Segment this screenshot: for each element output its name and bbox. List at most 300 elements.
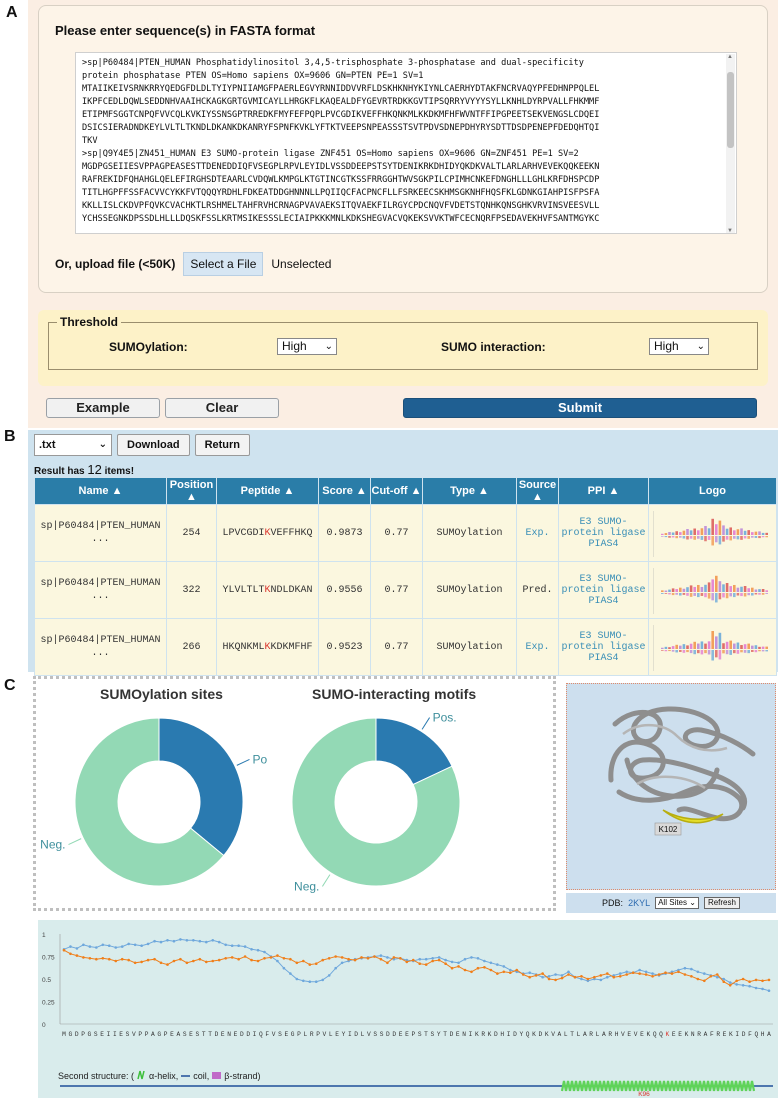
series-point-orange[interactable]	[108, 958, 111, 961]
series-point-orange[interactable]	[703, 980, 706, 983]
series-point-orange[interactable]	[709, 975, 712, 978]
ppi-link[interactable]: E3 SUMO-protein ligase PIAS4	[559, 619, 649, 676]
series-point-blue[interactable]	[321, 979, 324, 982]
series-point-orange[interactable]	[619, 975, 622, 978]
logo-glyph	[679, 650, 682, 652]
series-point-orange[interactable]	[308, 963, 311, 966]
cutoff-cell: 0.77	[371, 619, 423, 676]
series-point-blue[interactable]	[89, 945, 92, 948]
ppi-link[interactable]: E3 SUMO-protein ligase PIAS4	[559, 562, 649, 619]
series-point-orange[interactable]	[612, 976, 615, 979]
series-point-orange[interactable]	[205, 961, 208, 964]
series-point-orange[interactable]	[600, 974, 603, 977]
series-point-blue[interactable]	[496, 963, 499, 966]
series-point-orange[interactable]	[186, 962, 189, 965]
series-point-orange[interactable]	[89, 957, 92, 960]
col-cutoff-header[interactable]: Cut-off ▲	[371, 478, 423, 505]
upload-row	[55, 252, 331, 276]
pdb-controls	[566, 893, 776, 913]
series-point-orange[interactable]	[645, 973, 648, 976]
series-point-orange[interactable]	[490, 969, 493, 972]
series-point-blue[interactable]	[638, 969, 641, 972]
col-peptide-header[interactable]: Peptide ▲	[217, 478, 319, 505]
series-point-orange[interactable]	[341, 956, 344, 959]
series-point-blue[interactable]	[283, 967, 286, 970]
series-point-orange[interactable]	[218, 959, 221, 962]
logo-glyph	[707, 641, 710, 649]
series-point-orange[interactable]	[334, 955, 337, 958]
series-point-orange[interactable]	[755, 979, 758, 982]
series-point-orange[interactable]	[367, 957, 370, 960]
col-position-header[interactable]: Position ▲	[167, 478, 217, 505]
series-point-blue[interactable]	[606, 976, 609, 979]
series-point-blue[interactable]	[457, 962, 460, 965]
series-point-blue[interactable]	[328, 974, 331, 977]
series-point-orange[interactable]	[360, 956, 363, 959]
series-point-blue[interactable]	[166, 939, 169, 942]
series-point-orange[interactable]	[380, 958, 383, 961]
series-point-blue[interactable]	[308, 980, 311, 983]
sites-select[interactable]	[655, 897, 699, 909]
series-point-orange[interactable]	[76, 954, 79, 957]
series-point-orange[interactable]	[658, 973, 661, 976]
residue-label: P	[81, 1031, 85, 1038]
logo-glyph	[661, 593, 664, 594]
sequence-logo-image[interactable]	[653, 564, 773, 616]
series-point-orange[interactable]	[418, 962, 421, 965]
sequence-line[interactable]: protein phosphatase PTEN OS=Homo sapiens OX=9606 GN=PTEN PE=1 SV=1	[82, 71, 424, 81]
series-point-blue[interactable]	[567, 971, 570, 974]
series-point-blue[interactable]	[296, 978, 299, 981]
series-point-orange[interactable]	[522, 973, 525, 976]
series-point-orange[interactable]	[399, 957, 402, 960]
sequence-line[interactable]: DSICSIERADNDKEYLVLTLTKNDLDKANKDKANRYFSPNFKVKLYFTKTVEEPSNPEASSSTSVTPDVSDNEPDHYRYSDTTDSDPENEPFDEDQHTQI	[82, 123, 600, 133]
series-point-blue[interactable]	[735, 983, 738, 986]
series-point-blue[interactable]	[729, 981, 732, 984]
series-point-blue[interactable]	[748, 985, 751, 988]
series-point-orange[interactable]	[412, 959, 415, 962]
series-point-orange[interactable]	[328, 957, 331, 960]
series-point-blue[interactable]	[114, 946, 117, 949]
source-link[interactable]: Exp.	[517, 619, 559, 676]
series-point-blue[interactable]	[302, 980, 305, 983]
series-point-blue[interactable]	[244, 945, 247, 948]
logo-glyph	[725, 593, 728, 598]
series-point-orange[interactable]	[651, 975, 654, 978]
table-row	[35, 505, 777, 562]
series-point-orange[interactable]	[147, 959, 150, 962]
series-point-blue[interactable]	[425, 958, 428, 961]
logo-glyph	[707, 650, 710, 654]
series-point-blue[interactable]	[755, 987, 758, 990]
pdb-id-link[interactable]: 2KYL	[628, 898, 651, 908]
sequence-line[interactable]: YCHSSEGNKDPSSDLHLLLDQSKFSSLKRTMSIKESSSLECIAIPKKKMNLKDKSHEGVACVQKEKSVVKTWFCECNQRFPSEDAVEKHVFSANTMGYKC	[82, 214, 600, 224]
col-name-header[interactable]: Name ▲	[35, 478, 167, 505]
series-point-orange[interactable]	[173, 960, 176, 963]
series-point-blue[interactable]	[444, 959, 447, 962]
series-point-orange[interactable]	[697, 978, 700, 981]
series-point-orange[interactable]	[503, 971, 506, 974]
residue-label: I	[468, 1031, 473, 1038]
series-point-blue[interactable]	[477, 957, 480, 960]
series-point-blue[interactable]	[703, 972, 706, 975]
series-point-orange[interactable]	[515, 969, 518, 972]
logo-glyph	[682, 536, 685, 539]
series-point-blue[interactable]	[684, 967, 687, 970]
series-point-orange[interactable]	[768, 979, 771, 982]
sequence-text[interactable]	[76, 53, 736, 226]
series-point-blue[interactable]	[490, 962, 493, 965]
series-point-orange[interactable]	[296, 962, 299, 965]
series-point-blue[interactable]	[716, 976, 719, 979]
series-point-orange[interactable]	[95, 958, 98, 961]
sequence-logo-image[interactable]	[653, 621, 773, 673]
name-ellipsis[interactable]: ...	[91, 648, 110, 659]
position-cell: 266	[167, 619, 217, 676]
series-point-blue[interactable]	[651, 972, 654, 975]
interaction-threshold-select[interactable]	[649, 338, 709, 355]
series-point-blue[interactable]	[541, 976, 544, 979]
series-point-blue[interactable]	[528, 971, 531, 974]
series-point-blue[interactable]	[470, 956, 473, 959]
sequence-line[interactable]: TKV	[82, 136, 98, 146]
series-point-blue[interactable]	[768, 989, 771, 992]
series-point-orange[interactable]	[405, 961, 408, 964]
series-point-orange[interactable]	[354, 959, 357, 962]
series-point-blue[interactable]	[464, 958, 467, 961]
series-point-blue[interactable]	[722, 978, 725, 981]
series-point-blue[interactable]	[192, 939, 195, 942]
series-point-blue[interactable]	[147, 943, 150, 946]
series-point-blue[interactable]	[82, 944, 85, 947]
series-point-blue[interactable]	[211, 939, 214, 942]
series-point-orange[interactable]	[554, 979, 557, 982]
series-point-orange[interactable]	[237, 958, 240, 961]
results-panel	[28, 430, 778, 672]
col-type-header[interactable]: Type ▲	[423, 478, 517, 505]
structure-viewer[interactable]	[566, 683, 776, 890]
peptide-cell	[217, 619, 319, 676]
logo-glyph	[661, 534, 664, 535]
series-point-blue[interactable]	[334, 967, 337, 970]
series-point-blue[interactable]	[315, 980, 318, 983]
name-ellipsis[interactable]: ...	[91, 534, 110, 545]
series-point-orange[interactable]	[457, 965, 460, 968]
series-point-blue[interactable]	[276, 960, 279, 963]
series-point-orange[interactable]	[250, 959, 253, 962]
residue-label: Q	[754, 1031, 759, 1038]
series-point-blue[interactable]	[121, 945, 124, 948]
series-point-blue[interactable]	[619, 972, 622, 975]
residue-label: K	[532, 1031, 536, 1038]
scroll-down-icon[interactable]: ▼	[727, 228, 733, 234]
series-point-blue[interactable]	[186, 939, 189, 942]
series-point-blue[interactable]	[218, 941, 221, 944]
series-point-orange[interactable]	[561, 977, 564, 980]
residue-label: S	[430, 1031, 435, 1038]
series-point-orange[interactable]	[82, 956, 85, 959]
series-point-orange[interactable]	[477, 967, 480, 970]
series-point-blue[interactable]	[102, 944, 105, 947]
logo-glyph	[761, 593, 764, 595]
series-point-blue[interactable]	[76, 947, 79, 950]
series-point-blue[interactable]	[503, 965, 506, 968]
submit-button[interactable]: Submit	[403, 398, 757, 418]
series-point-orange[interactable]	[496, 972, 499, 975]
series-point-orange[interactable]	[729, 984, 732, 987]
name-ellipsis[interactable]: ...	[91, 591, 110, 602]
series-point-orange[interactable]	[761, 980, 764, 983]
series-point-blue[interactable]	[561, 974, 564, 977]
sumoylation-threshold-select[interactable]	[277, 338, 337, 355]
series-point-orange[interactable]	[425, 963, 428, 966]
example-button[interactable]: Example	[46, 398, 160, 418]
return-button[interactable]: Return	[195, 434, 250, 456]
series-point-orange[interactable]	[393, 956, 396, 959]
series-point-orange[interactable]	[315, 962, 318, 965]
residue-label: E	[398, 1031, 403, 1038]
series-point-blue[interactable]	[231, 944, 234, 947]
series-point-orange[interactable]	[263, 957, 266, 960]
series-point-orange[interactable]	[509, 971, 512, 974]
series-point-blue[interactable]	[380, 954, 383, 957]
sequence-logo-image[interactable]	[653, 507, 773, 559]
logo-glyph	[743, 536, 746, 538]
series-point-orange[interactable]	[63, 949, 66, 952]
logo-glyph	[733, 650, 736, 653]
series-point-blue[interactable]	[431, 957, 434, 960]
series-point-blue[interactable]	[224, 944, 227, 947]
series-point-orange[interactable]	[431, 960, 434, 963]
series-point-orange[interactable]	[574, 976, 577, 979]
scrollbar-thumb[interactable]	[727, 72, 734, 148]
series-point-orange[interactable]	[528, 976, 531, 979]
download-button[interactable]: Download	[117, 434, 190, 456]
series-point-orange[interactable]	[321, 959, 324, 962]
series-point-orange[interactable]	[160, 962, 163, 965]
sequence-line[interactable]: KKLLISLCKDVPFQVKCVACHKTLRSHMELTAHFRVHCRNAGPVAVAEKSITQVAEKFILRGYCPDCNQVFVDETSTQNHKQNSGHKVRVINSVEESVLL	[82, 201, 600, 211]
series-point-orange[interactable]	[587, 978, 590, 981]
residue-label: E	[455, 1031, 460, 1038]
residue-label: R	[309, 1031, 314, 1038]
series-point-orange[interactable]	[742, 978, 745, 981]
series-point-blue[interactable]	[69, 945, 72, 948]
chevron-down-icon: ⌄	[696, 341, 705, 352]
series-point-orange[interactable]	[283, 957, 286, 960]
series-point-orange[interactable]	[386, 962, 389, 965]
series-point-orange[interactable]	[153, 958, 156, 961]
series-point-orange[interactable]	[664, 971, 667, 974]
col-ppi-header[interactable]: PPI ▲	[559, 478, 649, 505]
cutoff-cell: 0.77	[371, 505, 423, 562]
series-point-orange[interactable]	[438, 959, 441, 962]
residue-label: K	[474, 1031, 479, 1038]
sequence-line[interactable]: RAFREKIDFQHAHGLQELEFIRGHSDTEAARLCVDQWLKMPGLKTGTINCGTKSSFRRGGHTWVSGKPILCPIMHCNKEFDNGHLLLGHLKRFDHSPCDP	[82, 175, 600, 185]
series-point-orange[interactable]	[735, 980, 738, 983]
series-point-orange[interactable]	[470, 971, 473, 974]
series-point-blue[interactable]	[95, 946, 98, 949]
series-point-orange[interactable]	[134, 962, 137, 965]
logo-glyph	[758, 647, 761, 649]
col-score-header[interactable]: Score ▲	[319, 478, 371, 505]
logo-glyph	[675, 645, 678, 649]
series-point-orange[interactable]	[289, 958, 292, 961]
logo-glyph	[722, 643, 725, 649]
series-point-orange[interactable]	[580, 975, 583, 978]
series-point-blue[interactable]	[341, 962, 344, 965]
select-file-button[interactable]: Select a File	[183, 252, 263, 276]
series-point-orange[interactable]	[722, 980, 725, 983]
series-point-orange[interactable]	[121, 958, 124, 961]
series-point-blue[interactable]	[173, 940, 176, 943]
series-point-orange[interactable]	[102, 957, 105, 960]
format-select[interactable]	[34, 434, 112, 456]
residue-label: H	[760, 1031, 765, 1038]
series-point-orange[interactable]	[451, 967, 454, 970]
series-point-orange[interactable]	[140, 961, 143, 964]
series-point-blue[interactable]	[140, 944, 143, 947]
series-point-orange[interactable]	[69, 953, 72, 956]
logo-glyph	[661, 536, 664, 537]
series-point-blue[interactable]	[418, 958, 421, 961]
logo-glyph	[740, 587, 743, 592]
series-point-orange[interactable]	[677, 971, 680, 974]
series-point-orange[interactable]	[114, 960, 117, 963]
series-point-blue[interactable]	[625, 971, 628, 974]
series-point-orange[interactable]	[464, 969, 467, 972]
peptide-suffix: VEFFHKQ	[270, 527, 313, 539]
series-point-orange[interactable]	[347, 958, 350, 961]
series-point-blue[interactable]	[386, 956, 389, 959]
sequence-scrollbar[interactable]	[726, 54, 735, 234]
series-point-orange[interactable]	[690, 975, 693, 978]
residue-label: Q	[659, 1031, 663, 1038]
series-point-blue[interactable]	[199, 940, 202, 943]
series-point-orange[interactable]	[638, 972, 641, 975]
series-point-orange[interactable]	[593, 976, 596, 979]
source-link[interactable]: Exp.	[517, 505, 559, 562]
result-count-suffix: items!	[104, 466, 135, 477]
logo-glyph	[700, 650, 703, 654]
series-point-orange[interactable]	[567, 973, 570, 976]
series-point-orange[interactable]	[276, 954, 279, 957]
series-point-orange[interactable]	[192, 960, 195, 963]
series-point-blue[interactable]	[645, 971, 648, 974]
series-point-orange[interactable]	[373, 955, 376, 958]
logo-glyph	[729, 586, 732, 592]
series-point-orange[interactable]	[671, 972, 674, 975]
series-point-blue[interactable]	[237, 944, 240, 947]
series-point-orange[interactable]	[541, 972, 544, 975]
series-point-blue[interactable]	[761, 988, 764, 991]
series-point-orange[interactable]	[302, 960, 305, 963]
logo-glyph	[733, 536, 736, 539]
refresh-button[interactable]: Refresh	[704, 897, 740, 909]
logo-glyph	[682, 589, 685, 592]
logo-glyph	[686, 536, 689, 540]
series-point-orange[interactable]	[625, 973, 628, 976]
series-point-blue[interactable]	[205, 941, 208, 944]
series-point-blue[interactable]	[509, 969, 512, 972]
pie-slice[interactable]	[159, 718, 243, 856]
series-point-blue[interactable]	[134, 944, 137, 947]
series-point-orange[interactable]	[199, 958, 202, 961]
sequence-line[interactable]: >sp|Q9Y4E5|ZN451_HUMAN E3 SUMO-protein ligase ZNF451 OS=Homo sapiens OX=9606 GN=ZNF451 PE=1 SV=2	[82, 149, 579, 159]
series-point-orange[interactable]	[606, 972, 609, 975]
series-point-orange[interactable]	[632, 971, 635, 974]
sequence-line[interactable]: ETIPMFSGGTCNPQFVVCQLKVKIYSSNSGPTRREDKFMYFEFPQPLPVCGDIKVEFFHKQNKMLKKDKMFHFWVNTFFIPGPEETSEKVENGSLCDQEI	[82, 110, 600, 120]
series-point-blue[interactable]	[160, 941, 163, 944]
series-point-orange[interactable]	[684, 973, 687, 976]
series-point-orange[interactable]	[535, 974, 538, 977]
series-point-blue[interactable]	[153, 940, 156, 943]
series-point-orange[interactable]	[166, 963, 169, 966]
sequence-line[interactable]: MGDPGSEIIESVPPAGPEASESTTDENEDDIQFVSEGPLRPVLEYIDLVSSDDEEPSTSYTDENIKRKDHIDYQKDKVALTLARLARHVEVEKQQKEEKN	[82, 162, 600, 172]
series-point-orange[interactable]	[211, 960, 214, 963]
residue-label: N	[462, 1031, 466, 1038]
sequence-line[interactable]: TITLHGPFFSSFACVVCYKKFVTQQQYRDHLFDKEATDDGHNNNLLPQIIQCFACPNCFLLFSRKEECSKHMSGKNHFHQSFKLGDNKGIAHPISFPSFA	[82, 188, 600, 198]
series-point-orange[interactable]	[179, 958, 182, 961]
chevron-down-icon: ⌄	[98, 439, 107, 450]
series-point-orange[interactable]	[231, 956, 234, 959]
clear-button[interactable]: Clear	[165, 398, 279, 418]
series-point-blue[interactable]	[742, 984, 745, 987]
residue-label: S	[93, 1031, 98, 1038]
series-point-blue[interactable]	[289, 972, 292, 975]
y-tick-label: 0	[42, 1022, 46, 1029]
series-point-orange[interactable]	[548, 978, 551, 981]
residue-label: T	[443, 1031, 447, 1038]
residue-label: P	[138, 1031, 143, 1038]
series-point-orange[interactable]	[244, 955, 247, 958]
series-point-blue[interactable]	[690, 968, 693, 971]
sequence-textarea[interactable]	[75, 52, 737, 234]
col-source-header[interactable]: Source ▲	[517, 478, 559, 505]
series-point-blue[interactable]	[108, 944, 111, 947]
scroll-up-icon[interactable]: ▲	[727, 54, 733, 60]
series-point-blue[interactable]	[697, 971, 700, 974]
series-point-blue[interactable]	[580, 978, 583, 981]
series-point-orange[interactable]	[483, 966, 486, 969]
series-point-blue[interactable]	[250, 948, 253, 951]
series-point-blue[interactable]	[483, 960, 486, 963]
series-point-orange[interactable]	[257, 960, 260, 963]
sequence-line[interactable]: >sp|P60484|PTEN_HUMAN Phosphatidylinositol 3,4,5-trisphosphate 3-phosphatase and dual-specificity	[82, 58, 584, 68]
series-point-orange[interactable]	[127, 959, 130, 962]
sequence-line[interactable]: IKPFCEDLDQWLSEDDNHVAAIHCKAGKGRTGVMICAYLLHRGKFLKAQEALDFYGEVRTRDKKGVTIPSQRRYVYYYSYLLKNHLDYRPVALLFHKMMF	[82, 97, 600, 107]
ppi-link[interactable]: E3 SUMO-protein ligase PIAS4	[559, 505, 649, 562]
series-point-blue[interactable]	[127, 943, 130, 946]
series-point-orange[interactable]	[224, 957, 227, 960]
logo-glyph	[700, 641, 703, 649]
series-point-orange[interactable]	[444, 962, 447, 965]
series-point-blue[interactable]	[548, 975, 551, 978]
series-point-blue[interactable]	[438, 956, 441, 959]
series-point-orange[interactable]	[716, 973, 719, 976]
sequence-line[interactable]: MTAIIKEIVSRNKRRYQEDGFDLDLTYIYPNIIAMGFPAERLEGVYRNNIDDVVRFLDSKHKNHYKIYNLCAERHYDTAKFNCRVAQYPFEDHNPPQLEL	[82, 84, 600, 94]
series-point-blue[interactable]	[179, 938, 182, 941]
series-point-blue[interactable]	[263, 951, 266, 954]
series-point-blue[interactable]	[600, 979, 603, 982]
series-point-blue[interactable]	[554, 973, 557, 976]
protein-structure-image[interactable]	[567, 684, 775, 889]
series-point-blue[interactable]	[451, 961, 454, 964]
series-point-orange[interactable]	[748, 980, 751, 983]
series-point-blue[interactable]	[257, 949, 260, 952]
series-point-orange[interactable]	[270, 956, 273, 959]
logo-glyph	[671, 650, 674, 652]
logo-cell	[649, 562, 777, 619]
